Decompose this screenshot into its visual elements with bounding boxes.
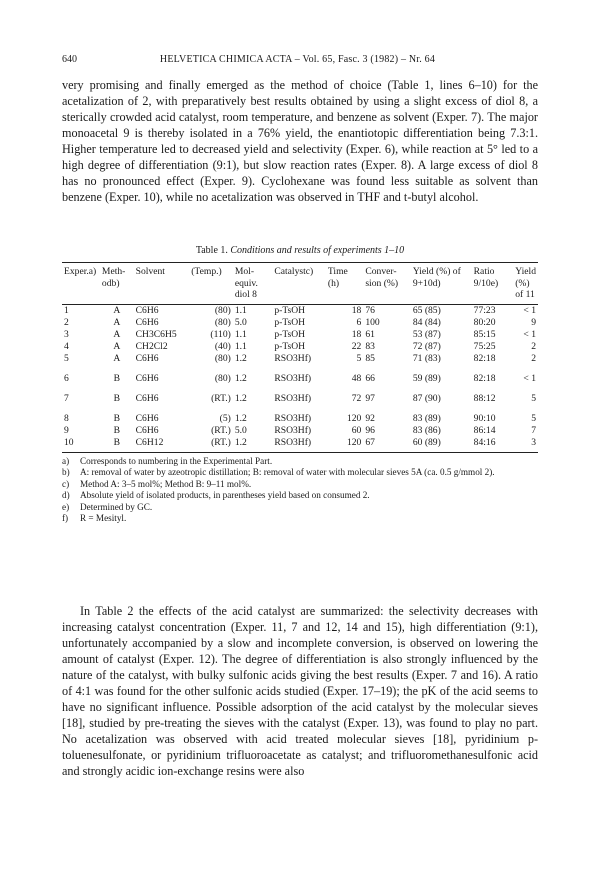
footnote: [62, 479, 538, 491]
table-cell: C6H12: [134, 437, 190, 453]
table-cell: RSO3Hf): [274, 352, 312, 364]
table-cell: 88:12: [473, 392, 496, 404]
table-cell: 4: [64, 340, 69, 352]
table-cell: 120: [326, 437, 363, 453]
col-header: Catalystc): [272, 263, 326, 305]
table-cell: (5): [219, 412, 231, 424]
footnote-text: Absolute yield of isolated products, in parentheses yield based on consumed 2.: [80, 490, 370, 501]
table-cell: 22: [351, 340, 362, 352]
table-cell: C6H6: [135, 424, 159, 436]
table-cell: C6H6: [135, 352, 159, 364]
footnote-text: Corresponds to numbering in the Experimental Part.: [80, 455, 273, 466]
table-cell: 7: [531, 424, 536, 436]
table-cell: 83 (86): [412, 424, 441, 436]
table-cell: p-TsOH: [274, 340, 306, 352]
table-cell: A: [113, 328, 121, 340]
table-cell: (80): [214, 352, 231, 364]
table-caption: [62, 245, 538, 256]
table-cell: 5: [531, 392, 536, 404]
footnote-mark: d): [62, 490, 70, 501]
table-cell: C6H6: [135, 392, 159, 404]
table-cell: 120: [346, 412, 362, 424]
table-cell: (110): [210, 328, 231, 340]
table-cell: 97: [365, 392, 375, 404]
table-cell: A: [113, 304, 121, 316]
table-cell: 86:14: [473, 424, 496, 436]
body-paragraph-2: In Table 2 the effects of the acid catalyst are summarized: the selectivity decreases with increasing catalyst concentration (Exper. 11, 7 and 12, 14 and 15), high differentiation (9:1), unfortunately accompanied by a slow and incomplete conversion, is observed on lowering the amount of catalyst (Exper. 12). The degree of differentiation is also strongly influenced by the nature of the catalyst, with bulky sulfonic acids giving the best results (Exper. 7 and 16). A ratio of 4:1 was found for the other sulfonic acids studied (Exper. 17–19); the pK of the acid seems to have no significant influence. Possible adsorption of the acid catalyst by the molecular sieves [18], studied by pre-treating the sieves with the catalyst (Exper. 13), was found to play no part. No acetalization was observed with acid treated molecular sieves [18], pyridinium p-toluenesulfonate, or pyridinium trifluoroacetate as catalyst; and trifluoromethanesulfonic acid and strongly acidic ion-exchange resins were also: [62, 604, 538, 778]
footnote-mark: f): [62, 513, 69, 524]
table-row: [62, 329, 538, 341]
results-table: [62, 262, 538, 453]
table-footnotes: [62, 456, 538, 526]
table-row: [62, 317, 538, 329]
table-cell: (80): [214, 372, 231, 384]
table-cell: (RT.): [211, 392, 231, 404]
table-cell: 96: [365, 424, 375, 436]
table-caption-title: Conditions and results of experiments 1–10: [230, 245, 405, 256]
table-cell: CH3C6H5: [135, 328, 177, 340]
table-cell: A: [113, 352, 121, 364]
table-cell: 1.2: [233, 437, 272, 453]
table-cell: 1.2: [234, 352, 247, 364]
table-cell: 6: [356, 316, 362, 328]
table-cell: 59 (89): [412, 372, 441, 384]
table-cell: p-TsOH: [274, 328, 306, 340]
col-header: Yield (%) of 11: [513, 263, 538, 305]
table-cell: B: [113, 392, 120, 404]
table-cell: RSO3Hf): [274, 412, 312, 424]
table-cell: RSO3Hf): [274, 424, 312, 436]
table-cell: (RT.): [211, 424, 231, 436]
table-cell: 5.0: [234, 424, 247, 436]
table-cell: < 1: [523, 328, 536, 340]
col-header: Mol-equiv. diol 8: [233, 263, 272, 305]
table-cell: 65 (85): [412, 304, 441, 316]
table-cell: 87 (90): [412, 392, 441, 404]
table-cell: 83: [365, 340, 375, 352]
body-paragraph-1: very promising and finally emerged as the method of choice (Table 1, lines 6–10) for the acetalization of 2, with preparatively best results obtained by using a slight excess of diol 8, a sterically crowded acid catalyst, room temperature, and benzene as solvent (Exper. 7). The major monoacetal 9 is thereby isolated in a 76% yield, the enantiotopic differentiation being 7.3:1. Higher temperature led to decreased yield and selectivity (Exper. 6), while reaction at 5° led to a high degree of differentiation (9:1), but slow reaction rates (Exper. 8). A large excess of diol 8 has no pronounced effect (Exper. 9). Cyclohexane was found less suitable as solvent than benzene (Exper. 10), while no acetalization was observed in THF and t-butyl alcohol.: [62, 78, 538, 204]
table-cell: 18: [351, 328, 362, 340]
table-cell: B: [113, 372, 120, 384]
table-cell: 92: [365, 412, 375, 424]
table-cell: 90:10: [473, 412, 496, 424]
table-cell: 82:18: [473, 372, 496, 384]
footnote-mark: e): [62, 501, 70, 512]
table-cell: 1: [64, 304, 69, 316]
col-header: (Temp.): [189, 263, 233, 305]
table-cell: 76: [365, 304, 375, 316]
table-cell: 61: [365, 328, 375, 340]
table-cell: 3: [64, 328, 69, 340]
table-cell: 1.1: [234, 340, 247, 352]
table-cell: 10: [62, 437, 100, 453]
table-cell: 84:16: [472, 437, 514, 453]
table-cell: 83 (89): [412, 412, 441, 424]
footnote-mark: b): [62, 467, 70, 478]
table-cell: 60 (89): [411, 437, 472, 453]
table-cell: 72: [351, 392, 362, 404]
table-cell: 2: [64, 316, 69, 328]
table-cell: 3: [513, 437, 538, 453]
table-cell: 66: [365, 372, 375, 384]
table-cell: 53 (87): [412, 328, 441, 340]
table-cell: 7: [64, 392, 69, 404]
table-row: [62, 437, 538, 453]
table-cell: 1.1: [234, 304, 247, 316]
table-cell: B: [113, 424, 120, 436]
col-header: Solvent: [134, 263, 190, 305]
table-row: [62, 304, 538, 317]
footnote: [62, 502, 538, 514]
table-caption-prefix: Table 1.: [195, 245, 228, 256]
table-cell: C6H6: [135, 372, 159, 384]
journal-citation: HELVETICA CHIMICA ACTA – Vol. 65, Fasc. 3 (1982) – Nr. 64: [159, 54, 436, 65]
table-cell: 75:25: [473, 340, 496, 352]
table-row: [62, 405, 538, 425]
table-cell: 6: [64, 372, 69, 384]
footnote-text: A: removal of water by azeotropic distillation; B: removal of water with molecular sieves 5A (ca. 0.5 g/mmol 2).: [80, 467, 495, 478]
footnote: [62, 490, 538, 502]
table-cell: 5: [531, 412, 536, 424]
col-header: Ratio 9/10e): [472, 263, 514, 305]
table-cell: 77:23: [473, 304, 496, 316]
table-cell: RSO3Hf): [274, 372, 312, 384]
running-header: [62, 54, 538, 65]
table-cell: RSO3Hf): [274, 392, 312, 404]
table-row: [62, 385, 538, 405]
col-header: Conver-sion (%): [363, 263, 411, 305]
col-header: Exper.a): [62, 263, 100, 305]
table-cell: C6H6: [135, 412, 159, 424]
table-cell: (80): [214, 304, 231, 316]
table-cell: 5: [356, 352, 362, 364]
table-cell: 67: [363, 437, 411, 453]
table-cell: C6H6: [135, 316, 159, 328]
table-cell: < 1: [523, 372, 536, 384]
table-cell: 82:18: [473, 352, 496, 364]
table-cell: 84 (84): [412, 316, 441, 328]
table-cell: B: [100, 437, 134, 453]
col-header: Yield (%) of 9+10d): [411, 263, 472, 305]
table-cell: B: [113, 412, 120, 424]
table-cell: (80): [214, 316, 231, 328]
table-cell: 18: [351, 304, 362, 316]
table-1: [62, 245, 538, 525]
page-number: 640: [62, 54, 77, 65]
footnote: [62, 513, 538, 525]
table-cell: RSO3Hf): [272, 437, 326, 453]
table-cell: 5.0: [234, 316, 247, 328]
table-cell: 85:15: [473, 328, 496, 340]
table-cell: (RT.): [189, 437, 233, 453]
footnote-text: R = Mesityl.: [80, 513, 127, 524]
table-cell: 1.2: [234, 412, 247, 424]
table-row: [62, 341, 538, 353]
table-row: [62, 365, 538, 385]
table-cell: A: [113, 340, 121, 352]
table-cell: p-TsOH: [274, 316, 306, 328]
table-cell: 72 (87): [412, 340, 441, 352]
table-cell: 1.1: [234, 328, 247, 340]
footnote-text: Determined by GC.: [80, 501, 153, 512]
table-cell: 48: [351, 372, 362, 384]
table-cell: 9: [64, 424, 69, 436]
table-cell: 1.2: [234, 392, 247, 404]
footnote: [62, 467, 538, 479]
table-cell: 85: [365, 352, 375, 364]
table-cell: C6H6: [135, 304, 159, 316]
table-cell: p-TsOH: [274, 304, 306, 316]
table-row: [62, 425, 538, 437]
table-cell: (40): [214, 340, 231, 352]
table-cell: 80:20: [473, 316, 496, 328]
footnote-text: Method A: 3–5 mol%; Method B: 9–11 mol%.: [80, 478, 252, 489]
table-cell: 9: [531, 316, 536, 328]
col-header: Meth-odb): [100, 263, 134, 305]
footnote-mark: c): [62, 478, 70, 489]
table-cell: 100: [365, 316, 380, 328]
table-cell: 5: [64, 352, 69, 364]
table-cell: CH2Cl2: [135, 340, 168, 352]
table-row: [62, 353, 538, 365]
table-cell: < 1: [523, 304, 536, 316]
table-header-row: [62, 263, 538, 305]
col-header: Time (h): [326, 263, 363, 305]
table-cell: 8: [64, 412, 69, 424]
footnote: [62, 456, 538, 468]
table-cell: 1.2: [234, 372, 247, 384]
table-cell: A: [113, 316, 121, 328]
table-cell: 2: [531, 340, 536, 352]
table-cell: 71 (83): [412, 352, 441, 364]
table-cell: 60: [351, 424, 362, 436]
footnote-mark: a): [62, 455, 70, 466]
table-cell: 2: [531, 352, 536, 364]
